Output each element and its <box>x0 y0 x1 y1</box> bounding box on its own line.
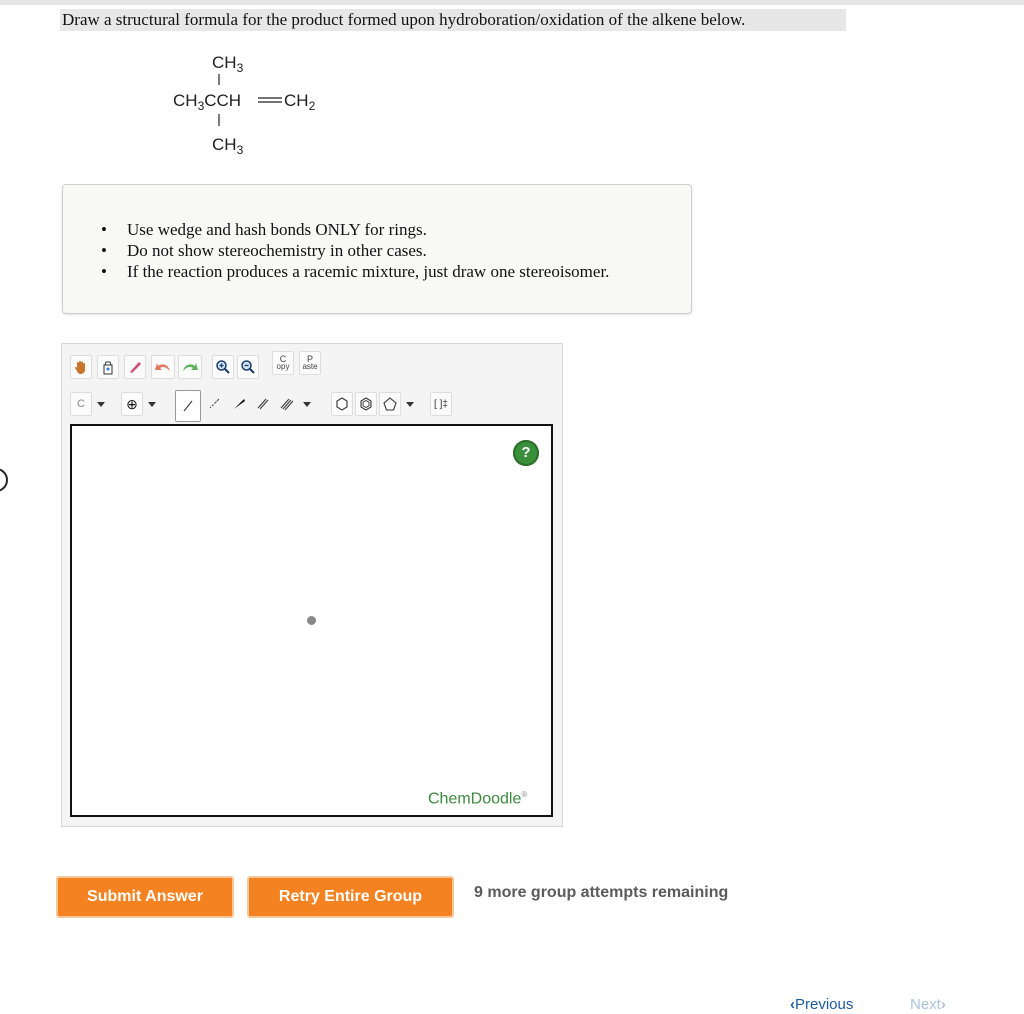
side-tab-handle[interactable] <box>0 468 8 492</box>
paste-label-bottom: aste <box>302 362 318 371</box>
benzene-ring-icon <box>358 396 374 412</box>
main-chain-left-label: $CH_3CCH$ <box>173 91 242 113</box>
chemdoodle-logo <box>428 790 527 808</box>
next-link[interactable] <box>910 996 946 1014</box>
paste-label-top: P <box>306 354 313 364</box>
registered-mark: ® <box>521 790 528 799</box>
redo-icon <box>181 359 199 375</box>
previous-link[interactable] <box>790 996 853 1014</box>
instruction-item: • If the reaction produces a racemic mixture, just draw one stereoisomer. <box>101 261 609 282</box>
charge-dropdown-button[interactable] <box>145 392 159 416</box>
next-label: Next <box>910 996 941 1013</box>
cyclopentane-button[interactable] <box>379 392 401 416</box>
chevron-down-icon <box>97 402 105 407</box>
top-border <box>0 0 1024 5</box>
benzene-button[interactable] <box>355 392 377 416</box>
main-chain-right-label: $CH_2$ <box>284 91 316 113</box>
zoom-out-button[interactable] <box>237 355 259 379</box>
redo-button[interactable] <box>178 355 202 379</box>
atom-selector-button[interactable] <box>70 392 92 416</box>
chevron-left-icon: ‹ <box>790 996 795 1013</box>
help-button[interactable]: ? <box>513 440 539 466</box>
bracket-label: [ ]‡ <box>434 398 448 410</box>
copy-button[interactable] <box>272 351 294 375</box>
cyclohexane-button[interactable] <box>331 392 353 416</box>
triple-bond-button[interactable] <box>276 392 298 416</box>
charge-button[interactable] <box>121 392 143 416</box>
chevron-down-icon <box>303 402 311 407</box>
single-bond-icon <box>180 398 196 414</box>
undo-button[interactable] <box>151 355 175 379</box>
bottom-methyl-label: $CH_3$ <box>212 135 244 157</box>
question-text: Draw a structural formula for the product formed upon hydroboration/oxidation of the alkene below. <box>60 9 846 31</box>
previous-label: Previous <box>795 996 854 1013</box>
double-bond-icon <box>255 396 271 412</box>
chevron-down-icon <box>406 402 414 407</box>
double-bond-button[interactable] <box>252 392 274 416</box>
clear-button[interactable] <box>97 355 119 379</box>
single-bond-button[interactable] <box>175 390 201 422</box>
zoom-in-icon <box>215 359 231 375</box>
triple-bond-icon <box>279 396 295 412</box>
attempts-remaining: 9 more group attempts remaining <box>474 884 729 901</box>
copy-label-bottom: opy <box>276 362 290 371</box>
chevron-down-icon <box>148 402 156 407</box>
submit-answer-button[interactable]: Submit Answer <box>56 876 234 918</box>
top-methyl-label: $CH_3$ <box>212 53 244 75</box>
canvas-center-dot <box>307 616 316 625</box>
hexagon-ring-icon <box>334 396 350 412</box>
instruction-item: • Do not show stereochemistry in other cases. <box>101 240 609 261</box>
charge-plus-icon: ⊕ <box>126 395 138 412</box>
hand-icon <box>73 359 89 375</box>
zoom-out-icon <box>240 359 256 375</box>
brand-name: ChemDoodle <box>428 790 522 808</box>
chevron-right-icon: › <box>940 996 946 1013</box>
eraser-icon <box>127 359 143 375</box>
paste-button[interactable] <box>299 351 321 375</box>
instructions-list <box>101 219 609 282</box>
atom-selector-label: C <box>77 398 85 410</box>
erase-button[interactable] <box>124 355 146 379</box>
wedge-bond-icon <box>231 396 247 412</box>
instructions-box <box>62 184 692 314</box>
clear-canvas-icon <box>100 359 116 375</box>
retry-group-button[interactable]: Retry Entire Group <box>247 876 454 918</box>
pentagon-ring-icon <box>382 396 398 412</box>
copy-label-top: C <box>279 354 287 364</box>
bond-dropdown-button[interactable] <box>300 392 314 416</box>
recessed-bond-button[interactable] <box>203 392 225 416</box>
instruction-item: • Use wedge and hash bonds ONLY for rings. <box>101 219 609 240</box>
undo-icon <box>154 359 172 375</box>
atom-dropdown-button[interactable] <box>94 392 108 416</box>
zoom-in-button[interactable] <box>212 355 234 379</box>
wedge-bond-button[interactable] <box>228 392 250 416</box>
alkene-structure <box>160 44 360 164</box>
ring-dropdown-button[interactable] <box>403 392 417 416</box>
hand-tool-button[interactable] <box>70 355 92 379</box>
hash-bond-icon <box>206 396 222 412</box>
bracket-button[interactable] <box>430 392 452 416</box>
